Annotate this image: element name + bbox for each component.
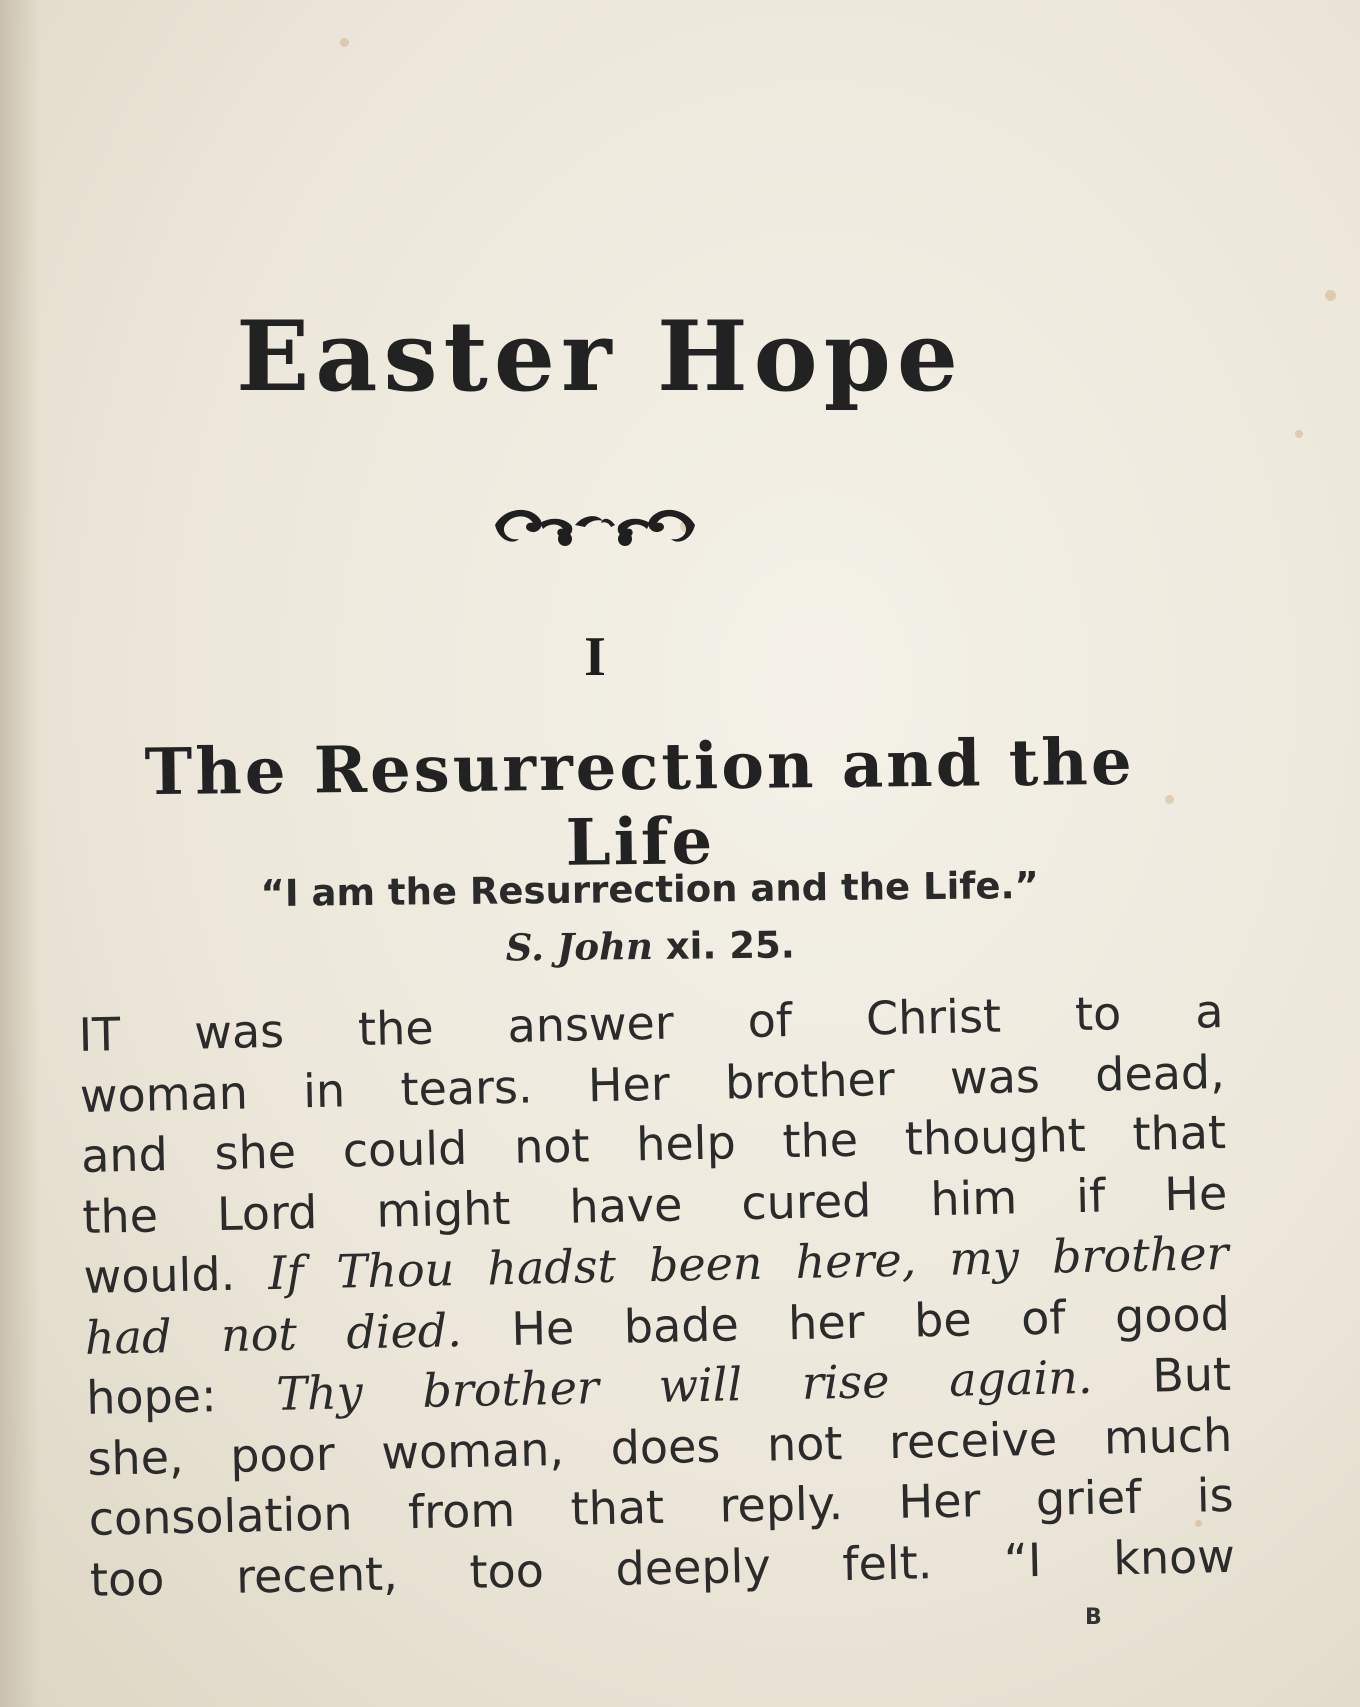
epigraph-ref-book: S. John <box>505 923 654 970</box>
page-shadow-edge <box>0 0 40 1707</box>
body-text-segment: she, poor woman, does not receive much <box>86 1407 1233 1486</box>
foxing-spot <box>340 38 349 47</box>
body-italic-text: had not died. <box>84 1302 463 1365</box>
body-italic-text: Thy brother will rise again. <box>275 1349 1094 1421</box>
chapter-number: I <box>584 626 606 688</box>
epigraph <box>149 857 1150 980</box>
body-text-segment: the Lord might have cured him if He <box>81 1165 1228 1244</box>
section-title: The Resurrection and the Life <box>144 724 1135 881</box>
foxing-spot <box>1325 290 1336 301</box>
body-text-segment: too recent, too deeply felt. “I know <box>89 1528 1236 1607</box>
body-italic-text: If Thou hadst been here, my brother <box>267 1225 1230 1301</box>
epigraph-ref-verse: xi. 25. <box>665 923 796 968</box>
epigraph-reference <box>150 913 1151 980</box>
fleuron-ornament <box>485 495 705 555</box>
body-text-segment: IT was the answer of Christ to a <box>78 984 1224 1062</box>
body-text-segment: hope: <box>85 1366 277 1425</box>
body-text-segment: would. <box>83 1246 269 1304</box>
body-paragraph <box>78 981 1235 1610</box>
body-text-segment: and she could not help the thought that <box>80 1104 1227 1183</box>
epigraph-quote: “I am the Resurrection and the Life.” <box>260 863 1040 916</box>
signature-mark: B <box>1085 1605 1102 1630</box>
body-text-segment: He bade her be of good <box>461 1286 1231 1357</box>
body-text-segment: woman in tears. Her brother was dead, <box>79 1044 1226 1123</box>
body-text-segment: consolation from that reply. Her grief is <box>88 1467 1235 1546</box>
foxing-spot <box>1295 430 1303 438</box>
page-title: Easter Hope <box>236 300 964 413</box>
body-text-segment: But <box>1091 1346 1232 1404</box>
